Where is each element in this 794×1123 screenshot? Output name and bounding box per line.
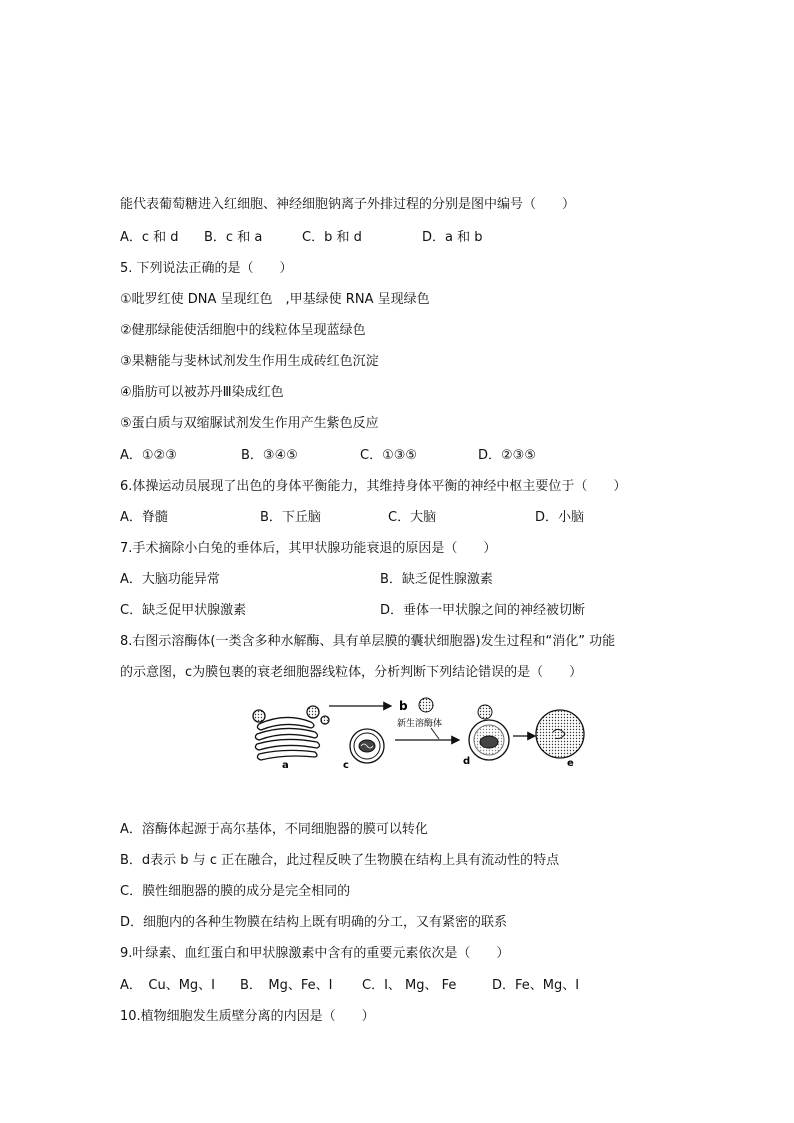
- label-a: a: [282, 760, 289, 770]
- q4-option-a: A．c 和 d: [120, 230, 179, 245]
- q7-option-b: B．缺乏促性腺激素: [380, 572, 493, 587]
- fusing-vesicle-d: [469, 705, 509, 760]
- q5-option-b: B．③④⑤: [241, 448, 298, 463]
- q5-option-d: D．②③⑤: [478, 448, 536, 463]
- q7-option-d: D．垂体一甲状腺之间的神经被切断: [380, 603, 586, 618]
- q6-option-b: B．下丘脑: [260, 510, 321, 525]
- q6-stem: 6.体操运动员展现了出色的身体平衡能力，其维持身体平衡的神经中枢主要位于（ ）: [120, 479, 627, 494]
- q6-option-d: D．小脑: [535, 510, 585, 525]
- q8-option-c: C．膜性细胞器的膜的成分是完全相同的: [120, 884, 351, 899]
- label-c: c: [343, 760, 349, 770]
- q7-stem: 7.手术摘除小白兔的垂体后，其甲状腺功能衰退的原因是（ ）: [120, 541, 497, 556]
- q7-option-c: C．缺乏促甲状腺激素: [120, 603, 247, 618]
- q10-stem: 10.植物细胞发生质壁分离的内因是（ ）: [120, 1009, 375, 1024]
- q5-item-4: ④脂肪可以被苏丹Ⅲ染成红色: [120, 385, 284, 400]
- q6-option-a: A．脊髓: [120, 510, 168, 525]
- q6-option-c: C．大脑: [388, 510, 437, 525]
- digesting-vesicle-e: [536, 710, 584, 758]
- q4-option-c: C．b 和 d: [302, 230, 362, 245]
- q5-item-1: ①吡罗红使 DNA 呈现红色 ,甲基绿使 RNA 呈现绿色: [120, 292, 430, 307]
- q9-option-b: B． Mg、Fe、I: [240, 978, 333, 993]
- label-b: b: [399, 699, 408, 713]
- q4-stem-tail: 能代表葡萄糖进入红细胞、神经细胞钠离子外排过程的分别是图中编号（ ）: [120, 197, 576, 212]
- q8-stem-line-2: 的示意图，c为膜包裹的衰老细胞器线粒体，分析判断下列结论错误的是（ ）: [120, 665, 583, 680]
- golgi-apparatus-a: [253, 706, 329, 760]
- lysosome-diagram: [245, 692, 590, 770]
- label-d: d: [463, 756, 471, 767]
- q5-stem: 5. 下列说法正确的是（ ）: [120, 261, 293, 276]
- wrapped-mitochondrion-c: [350, 729, 384, 763]
- q8-option-b: B．d表示 b 与 c 正在融合，此过程反映了生物膜在结构上具有流动性的特点: [120, 853, 560, 868]
- q5-option-c: C．①③⑤: [360, 448, 418, 463]
- q9-option-c: C．I、 Mg、 Fe: [362, 978, 457, 993]
- q5-item-3: ③果糖能与斐林试剂发生作用生成砖红色沉淀: [120, 354, 379, 369]
- q7-option-a: A．大脑功能异常: [120, 572, 220, 587]
- q5-option-a: A．①②③: [120, 448, 177, 463]
- q5-item-5: ⑤蛋白质与双缩脲试剂发生作用产生紫色反应: [120, 416, 379, 431]
- q5-item-2: ②健那绿能使活细胞中的线粒体呈现蓝绿色: [120, 323, 366, 338]
- label-new-lysosome: 新生溶酶体: [397, 719, 443, 729]
- q8-stem-line-1: 8.右图示溶酶体(一类含多种水解酶、具有单层膜的囊状细胞器)发生过程和“消化” 功能: [120, 634, 616, 649]
- q9-option-a: A． Cu、Mg、I: [120, 978, 216, 993]
- label-e: e: [567, 758, 574, 769]
- q4-option-b: B．c 和 a: [204, 230, 263, 245]
- pointer-new-lysosome: [431, 728, 439, 739]
- q9-stem: 9.叶绿素、血红蛋白和甲状腺激素中含有的重要元素依次是（ ）: [120, 946, 510, 961]
- q8-option-a: A．溶酶体起源于高尔基体，不同细胞器的膜可以转化: [120, 822, 428, 837]
- primary-lysosome-b: [419, 698, 433, 712]
- q4-option-d: D．a 和 b: [422, 230, 483, 245]
- q8-option-d: D．细胞内的各种生物膜在结构上既有明确的分工，又有紧密的联系: [120, 915, 508, 930]
- q9-option-d: D．Fe、Mg、I: [492, 978, 580, 993]
